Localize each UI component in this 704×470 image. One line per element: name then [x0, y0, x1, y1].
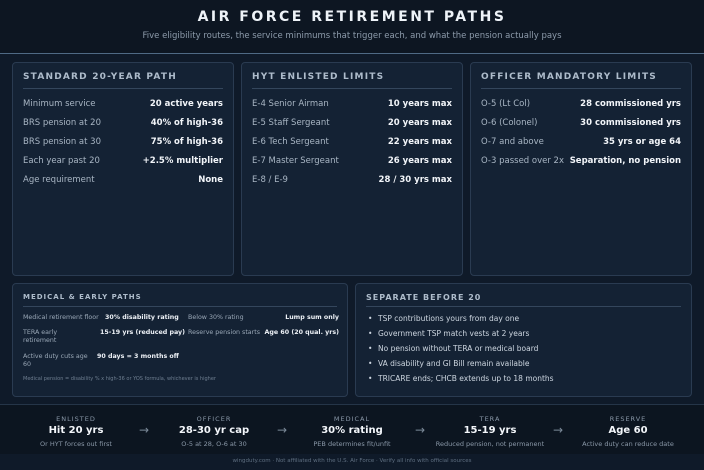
row-label: Below 30% rating — [188, 314, 244, 321]
row-value: 35 yrs or age 64 — [603, 137, 681, 147]
row-value: 20 years max — [387, 118, 452, 128]
list-item-text: VA disability and GI Bill remain available — [378, 359, 530, 368]
info-row — [252, 154, 452, 168]
row-label: O-5 (Lt Col) — [481, 99, 531, 109]
list-item — [368, 314, 681, 329]
row-value: 28 commissioned yrs — [580, 99, 681, 109]
list-item-text: No pension without TERA or medical board — [378, 344, 539, 353]
footnote: Medical pension = disability % x high-36 or YOS formula, whichever is higher — [23, 376, 216, 382]
step-detail: PEB determines fit/unfit — [313, 440, 391, 448]
bullet-icon: • — [368, 374, 373, 383]
info-row — [252, 116, 452, 130]
arrow-right-icon: → — [553, 423, 564, 437]
separate-before-20-panel — [355, 283, 692, 397]
step-category: TERA — [479, 415, 501, 423]
list-item-text: TSP contributions yours from day one — [378, 314, 520, 323]
row-value: 30 commissioned yrs — [580, 118, 681, 128]
step-headline: 30% rating — [321, 425, 383, 436]
row-label: Reserve pension starts — [188, 329, 260, 336]
standard-path-panel — [12, 62, 234, 276]
row-value: +2.5% multiplier — [142, 156, 223, 166]
row-value: 20 active years — [149, 99, 223, 109]
divider — [481, 88, 681, 89]
divider — [366, 306, 681, 307]
step-detail: O-5 at 28, O-6 at 30 — [181, 440, 247, 448]
info-row — [481, 154, 681, 168]
panel-title: OFFICER MANDATORY LIMITS — [481, 72, 657, 82]
divider — [252, 88, 452, 89]
row-value: 10 years max — [387, 99, 452, 109]
info-row — [252, 97, 452, 111]
arrow-right-icon: → — [277, 423, 288, 437]
info-row — [481, 97, 681, 111]
row-label: Each year past 20 — [23, 156, 100, 166]
row-value: Age 60 (20 qual. yrs) — [264, 329, 339, 336]
panel-title: SEPARATE BEFORE 20 — [366, 293, 482, 302]
row-label: O-6 (Colonel) — [481, 118, 538, 128]
panel-title: STANDARD 20-YEAR PATH — [23, 72, 177, 82]
bullet-icon: • — [368, 359, 373, 368]
step-category: OFFICER — [196, 415, 232, 423]
bullet-list — [368, 314, 681, 389]
row-label: E-4 Senior Airman — [252, 99, 329, 109]
list-item — [368, 374, 681, 389]
list-item — [368, 359, 681, 374]
row-label: E-5 Staff Sergeant — [252, 118, 330, 128]
row-label: Active duty cuts age 60 — [23, 353, 88, 368]
row-value: 26 years max — [387, 156, 452, 166]
row-value: 28 / 30 yrs max — [378, 175, 452, 185]
row-label: BRS pension at 20 — [23, 118, 101, 128]
row-label: Age requirement — [23, 175, 95, 185]
step-headline: 15-19 yrs — [463, 425, 517, 436]
step-headline: Age 60 — [608, 425, 648, 436]
divider — [23, 88, 223, 89]
row-label: E-6 Tech Sergeant — [252, 137, 329, 147]
row-label: BRS pension at 30 — [23, 137, 101, 147]
row-value: 75% of high-36 — [150, 137, 223, 147]
arrow-right-icon: → — [415, 423, 426, 437]
footer-disclaimer: wingduty.com · Not affiliated with the U.S. Air Force · Verify all info with official sources — [232, 458, 472, 464]
step-category: RESERVE — [609, 415, 647, 423]
list-item-text: TRICARE ends; CHCB extends up to 18 months — [378, 374, 554, 383]
panel-title: MEDICAL & EARLY PATHS — [23, 293, 142, 301]
step-category: MEDICAL — [333, 415, 371, 423]
info-row — [23, 154, 223, 168]
hyt-limits-panel — [241, 62, 463, 276]
step-headline: 28-30 yr cap — [178, 425, 250, 436]
info-row — [23, 173, 223, 187]
list-item-text: Government TSP match vests at 2 years — [378, 329, 530, 338]
page-header — [0, 0, 704, 54]
info-row — [481, 116, 681, 130]
bullet-icon: • — [368, 344, 373, 353]
bullet-icon: • — [368, 329, 373, 338]
step-category: ENLISTED — [56, 415, 96, 423]
bullet-icon: • — [368, 314, 373, 323]
row-value: None — [198, 175, 223, 185]
row-value: Lump sum only — [285, 314, 339, 321]
list-item — [368, 329, 681, 344]
row-label: E-8 / E-9 — [252, 175, 288, 185]
page-subtitle: Five eligibility routes, the service minimums that trigger each, and what the pension actually pays — [142, 31, 562, 41]
row-label: O-3 passed over 2x — [481, 156, 564, 166]
arrow-right-icon: → — [139, 423, 150, 437]
step-detail: Or HYT forces out first — [40, 440, 112, 448]
row-value: Separation, no pension — [569, 156, 681, 166]
step-detail: Active duty can reduce date — [582, 440, 674, 448]
panel-title: HYT ENLISTED LIMITS — [252, 72, 385, 82]
divider — [23, 306, 337, 307]
row-label: TERA early retirement — [23, 329, 58, 344]
row-value: 22 years max — [387, 137, 452, 147]
row-label: E-7 Master Sergeant — [252, 156, 339, 166]
row-value: 90 days = 3 months off — [97, 353, 179, 360]
row-value: 15-19 yrs (reduced pay) — [100, 329, 185, 336]
info-row — [481, 135, 681, 149]
info-row — [23, 97, 223, 111]
officer-limits-panel — [470, 62, 692, 276]
page-title: AIR FORCE RETIREMENT PATHS — [197, 9, 507, 25]
row-label: Medical retirement floor — [23, 314, 99, 321]
list-item — [368, 344, 681, 359]
summary-strip — [0, 404, 704, 454]
step-headline: Hit 20 yrs — [48, 425, 104, 436]
row-label: O-7 and above — [481, 137, 544, 147]
info-row — [252, 173, 452, 187]
medical-early-panel — [12, 283, 348, 397]
row-value: 30% disability rating — [105, 314, 179, 321]
row-label: Minimum service — [23, 99, 96, 109]
info-row — [23, 135, 223, 149]
info-row — [252, 135, 452, 149]
row-value: 40% of high-36 — [150, 118, 223, 128]
step-detail: Reduced pension, not permanent — [435, 440, 545, 448]
info-row — [23, 116, 223, 130]
